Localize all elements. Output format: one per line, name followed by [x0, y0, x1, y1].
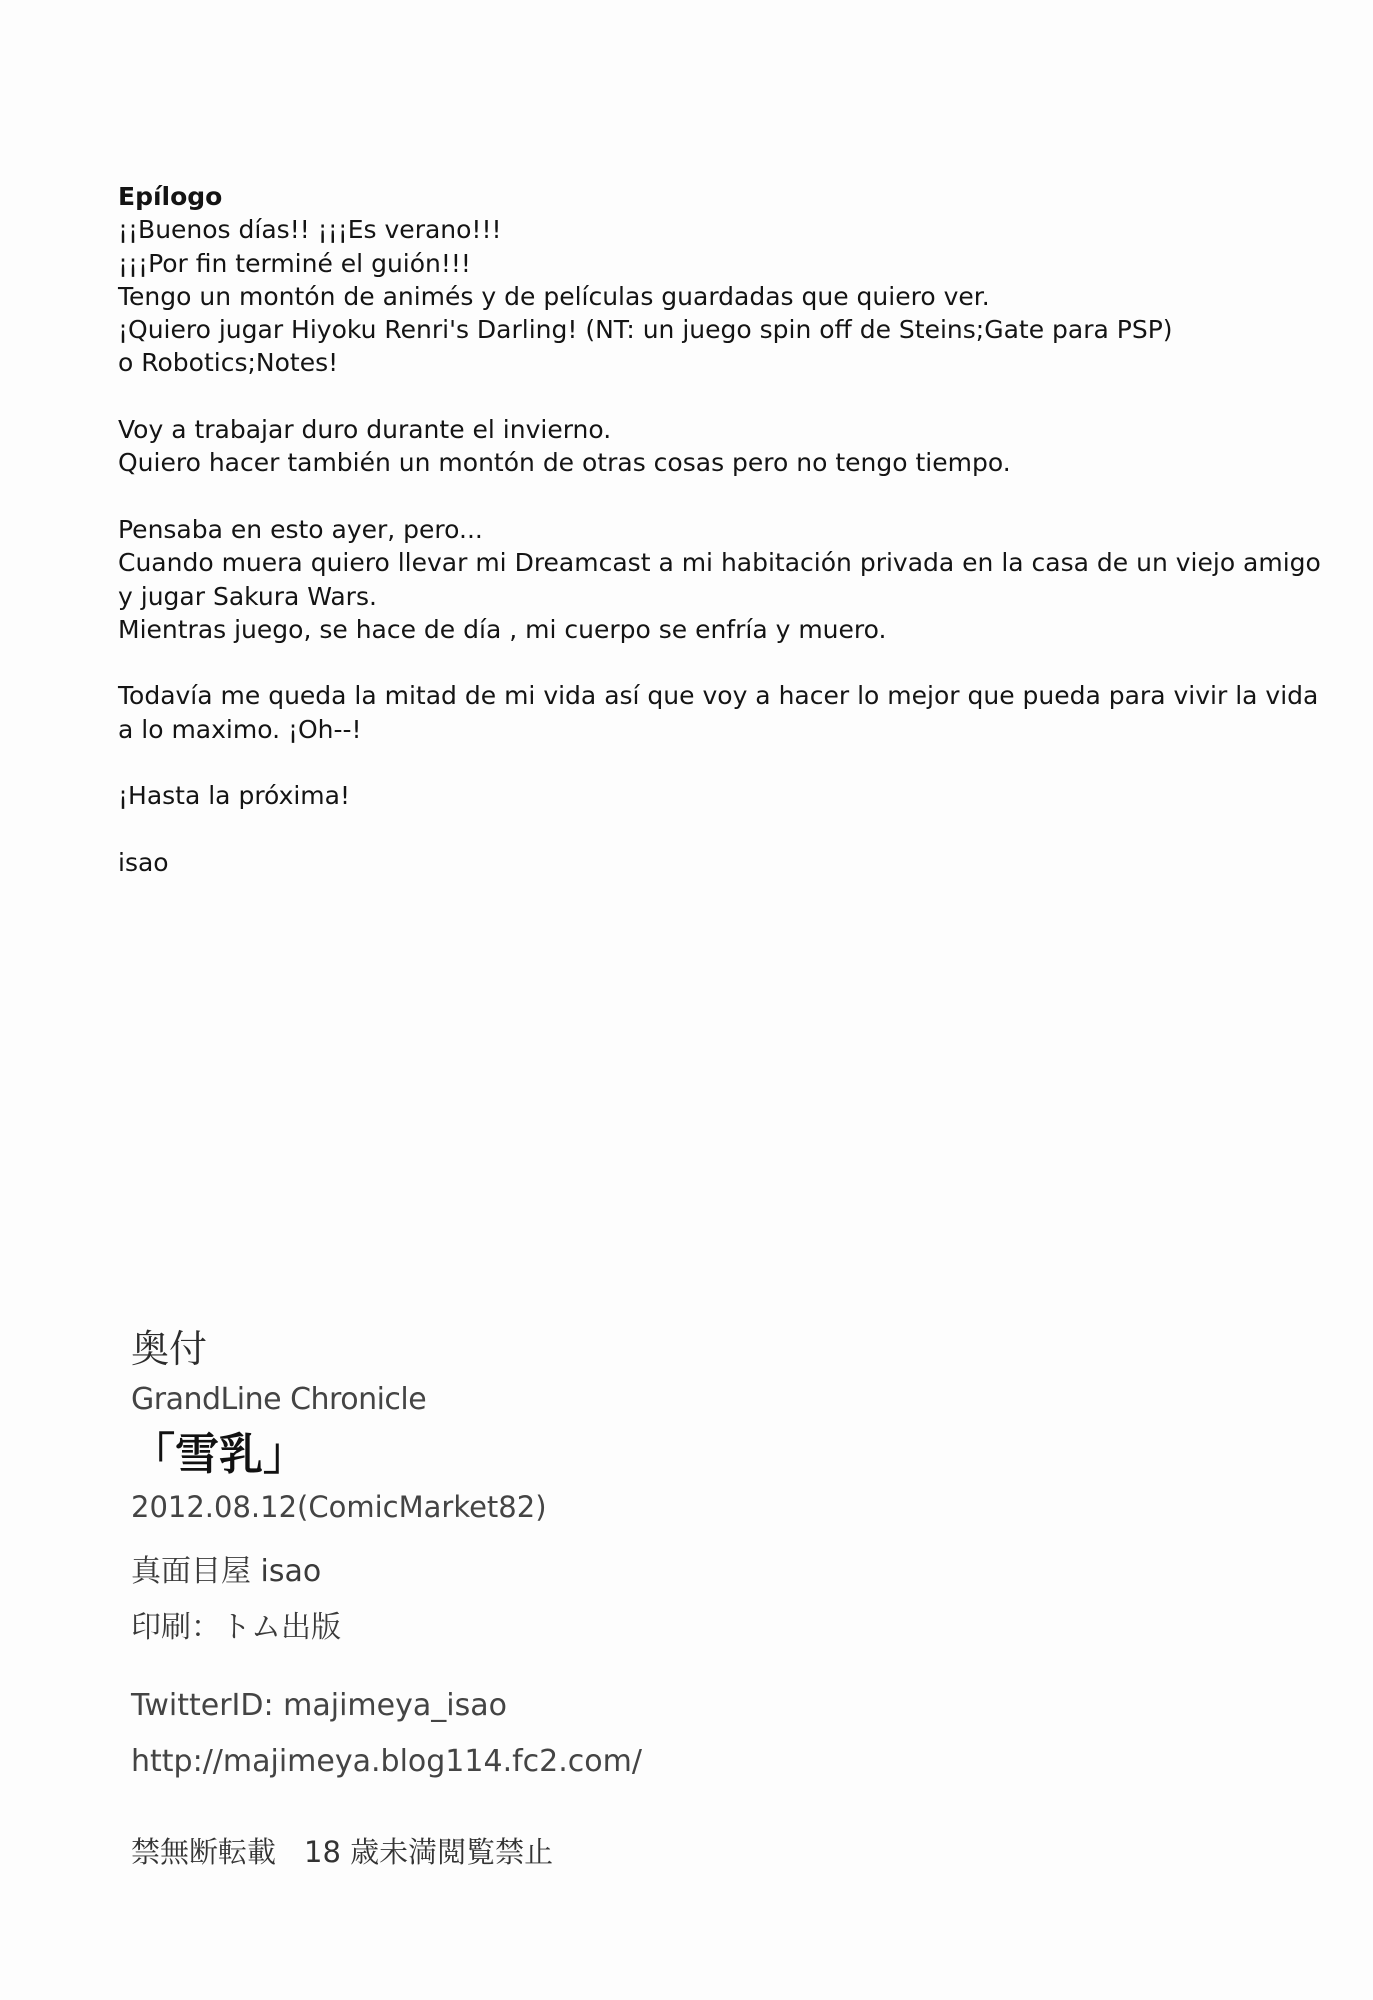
epilogue-line: ¡¡¡Por fin terminé el guión!!! — [118, 248, 471, 278]
epilogue-line: Voy a trabajar duro durante el invierno. — [118, 415, 612, 445]
epilogue-text — [118, 180, 1321, 879]
epilogue-line: a lo maximo. ¡Oh--! — [118, 714, 362, 744]
epilogue-line: Mientras juego, se hace de día , mi cuerpo se enfría y muero. — [118, 614, 887, 644]
restrictions — [131, 1830, 553, 1871]
epilogue-line: Tengo un montón de animés y de películas guardadas que quiero ver. — [118, 281, 990, 311]
printer-info: 印刷：トム出版 — [131, 1610, 341, 1645]
book-title: 「雪乳」 — [131, 1429, 307, 1480]
epilogue-line: ¡Hasta la próxima! — [118, 781, 351, 811]
publication-date: 2012.08.12(ComicMarket82) — [131, 1490, 547, 1524]
epilogue-line: o Robotics;Notes! — [118, 348, 339, 378]
epilogue-line: y jugar Sakura Wars. — [118, 581, 377, 611]
circle-name: 真面目屋 isao — [131, 1554, 322, 1589]
twitter-id: TwitterID: majimeya_isao — [131, 1688, 507, 1723]
epilogue-line: ¡¡Buenos días!! ¡¡¡Es verano!!! — [118, 215, 502, 245]
epilogue-line: Todavía me queda la mitad de mi vida así que voy a hacer lo mejor que pueda para vivir la vida — [118, 681, 1319, 711]
epilogue-heading: Epílogo — [118, 182, 223, 211]
reprint-prohibition: 禁無断転載 — [131, 1835, 277, 1869]
epilogue-line: Cuando muera quiero llevar mi Dreamcast a mi habitación privada en la casa de un viejo amigo — [118, 548, 1321, 578]
paragraph-gap — [118, 746, 1298, 779]
epilogue-line: isao — [118, 847, 169, 877]
epilogue-line: Pensaba en esto ayer, pero... — [118, 514, 483, 544]
epilogue-line: ¡Quiero jugar Hiyoku Renri's Darling! (NT: un juego spin off de Steins;Gate para PSP) — [118, 315, 1173, 345]
epilogue-line: Quiero hacer también un montón de otras cosas pero no tengo tiempo. — [118, 448, 1011, 478]
paragraph-gap — [118, 480, 1298, 513]
website-url: http://majimeya.blog114.fc2.com/ — [131, 1744, 642, 1779]
paragraph-gap — [118, 813, 1298, 846]
age-restriction: 18 歳未満閲覧禁止 — [304, 1835, 554, 1869]
epilogue-body — [118, 213, 1321, 879]
paragraph-gap — [118, 380, 1298, 413]
paragraph-gap — [118, 646, 1298, 679]
series-title: GrandLine Chronicle — [131, 1382, 427, 1417]
colophon-heading: 奥付 — [131, 1327, 208, 1371]
